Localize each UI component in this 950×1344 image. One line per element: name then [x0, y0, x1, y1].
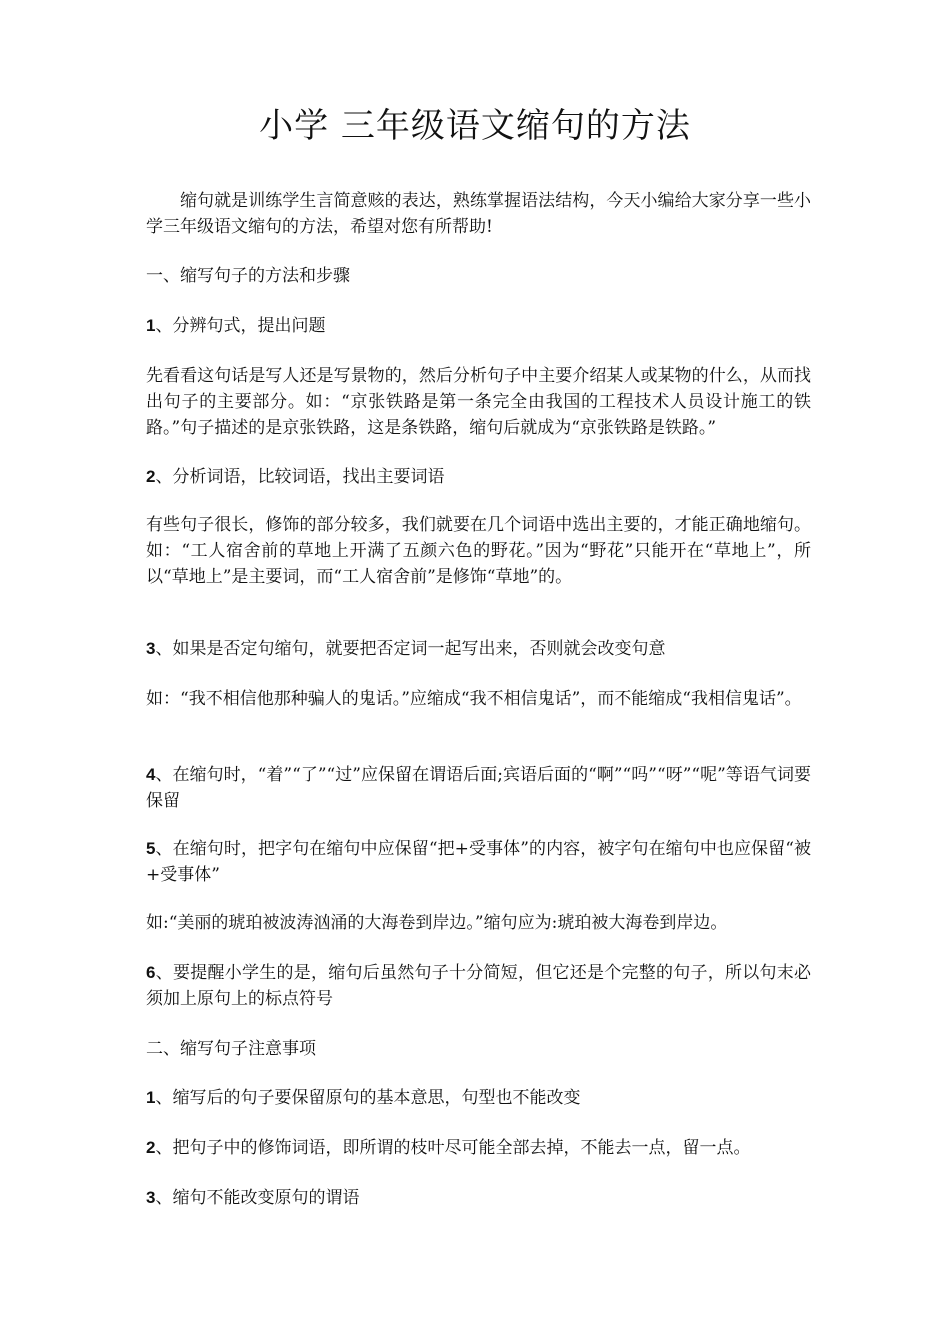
- step-4-heading: [146, 762, 811, 814]
- page-title: 小学 三年级语文缩句的方法: [259, 106, 691, 146]
- note-number: 3: [146, 1188, 156, 1207]
- note-3: [146, 1185, 811, 1211]
- section-heading-notes: 二、缩写句子注意事项: [146, 1039, 316, 1059]
- step-3-heading: [146, 636, 811, 662]
- step-6-heading: [146, 960, 811, 1012]
- step-title: 、在缩句时，“着”“了”“过”应保留在谓语后面;宾语后面的“啊”“吗”“呀”“呢”等语气词要保留: [146, 765, 811, 811]
- step-number: 6: [146, 963, 156, 982]
- step-5-body: 如:“美丽的琥珀被波涛汹涌的大海卷到岸边。”缩句应为:琥珀被大海卷到岸边。: [146, 913, 728, 933]
- step-number: 4: [146, 765, 156, 784]
- note-2: [146, 1135, 811, 1161]
- section-heading-methods: 一、缩写句子的方法和步骤: [146, 266, 350, 286]
- step-title: 、在缩句时，把字句在缩句中应保留“把+受事体”的内容，被字句在缩句中也应保留“被+受事体”: [146, 839, 811, 885]
- note-1: [146, 1085, 811, 1111]
- note-text: 、缩句不能改变原句的谓语: [155, 1188, 360, 1208]
- step-2-body: 有些句子很长，修饰的部分较多，我们就要在几个词语中选出主要的，才能正确地缩句。如：“工人宿舍前的草地上开满了五颜六色的野花。”因为“野花”只能开在“草地上”，所以“草地上”是主要词，而“工人宿舍前”是修饰“草地”的。: [146, 515, 811, 587]
- step-number: 5: [146, 839, 156, 858]
- step-title: 、分辨句式，提出问题: [155, 316, 326, 336]
- step-1-heading: [146, 313, 811, 339]
- step-3-body: 如：“我不相信他那种骗人的鬼话。”应缩成“我不相信鬼话”，而不能缩成“我相信鬼话”。: [146, 689, 802, 709]
- note-text: 、缩写后的句子要保留原句的基本意思，句型也不能改变: [155, 1088, 581, 1108]
- step-number: 2: [146, 467, 156, 486]
- step-title: 、如果是否定句缩句，就要把否定词一起写出来，否则就会改变句意: [155, 639, 666, 659]
- step-number: 1: [146, 316, 156, 335]
- step-number: 3: [146, 639, 156, 658]
- step-title: 、分析词语，比较词语，找出主要词语: [155, 467, 445, 487]
- note-number: 1: [146, 1088, 156, 1107]
- step-1-body: 先看看这句话是写人还是写景物的，然后分析句子中主要介绍某人或某物的什么，从而找出句子的主要部分。如：“京张铁路是第一条完全由我国的工程技术人员设计施工的铁路。”句子描述的是京张铁路，这是条铁路，缩句后就成为“京张铁路是铁路。”: [146, 366, 811, 438]
- step-2-heading: [146, 464, 811, 490]
- step-5-heading: [146, 836, 811, 888]
- step-title: 、要提醒小学生的是，缩句后虽然句子十分简短，但它还是个完整的句子，所以句末必须加上原句上的标点符号: [146, 963, 811, 1009]
- note-text: 、把句子中的修饰词语，即所谓的枝叶尽可能全部去掉，不能去一点，留一点。: [155, 1138, 751, 1158]
- intro-paragraph: 缩句就是训练学生言简意赅的表达，熟练掌握语法结构，今天小编给大家分享一些小学三年级语文缩句的方法，希望对您有所帮助!: [146, 191, 811, 237]
- note-number: 2: [146, 1138, 156, 1157]
